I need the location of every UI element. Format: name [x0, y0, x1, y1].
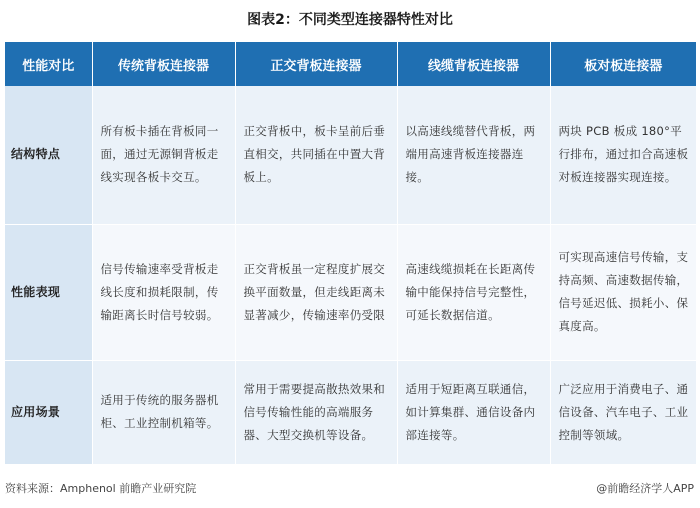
table-row — [5, 360, 696, 464]
header-cell: 正交背板连接器 — [235, 42, 397, 86]
table-header-row — [5, 42, 696, 86]
table-cell: 正交背板中，板卡呈前后垂直相交，共同插在中置大背板上。 — [235, 86, 397, 224]
chart-title: 图表2：不同类型连接器特性对比 — [247, 12, 453, 28]
table-cell: 信号传输速率受背板走线长度和损耗限制，传输距离长时信号较弱。 — [92, 224, 235, 360]
table-cell: 所有板卡插在背板同一面，通过无源铜背板走线实现各板卡交互。 — [92, 86, 235, 224]
table-cell: 高速线缆损耗在长距离传输中能保持信号完整性，可延长数据信道。 — [397, 224, 550, 360]
row-label: 结构特点 — [5, 86, 92, 224]
table-cell: 常用于需要提高散热效果和信号传输性能的高端服务器、大型交换机等设备。 — [235, 360, 397, 464]
comparison-table — [5, 42, 696, 465]
header-cell: 传统背板连接器 — [92, 42, 235, 86]
row-label: 性能表现 — [5, 224, 92, 360]
source-note: 资料来源：Amphenol 前瞻产业研究院 — [5, 482, 197, 495]
table-cell: 两块 PCB 板成 180°平行排布，通过扣合高速板对板连接器实现连接。 — [550, 86, 696, 224]
table-row — [5, 224, 696, 360]
table-cell: 适用于传统的服务器机柜、工业控制机箱等。 — [92, 360, 235, 464]
row-label: 应用场景 — [5, 360, 92, 464]
header-cell: 性能对比 — [5, 42, 92, 86]
table-cell: 以高速线缆替代背板，两端用高速背板连接器连接。 — [397, 86, 550, 224]
table-cell: 正交背板虽一定程度扩展交换平面数量，但走线距离未显著减少，传输速率仍受限 — [235, 224, 397, 360]
brand-credit: @前瞻经济学人APP — [596, 482, 694, 495]
header-cell: 线缆背板连接器 — [397, 42, 550, 86]
table-cell: 广泛应用于消费电子、通信设备、汽车电子、工业控制等领域。 — [550, 360, 696, 464]
table-cell: 可实现高速信号传输，支持高频、高速数据传输，信号延迟低、损耗小、保真度高。 — [550, 224, 696, 360]
header-cell: 板对板连接器 — [550, 42, 696, 86]
table-cell: 适用于短距离互联通信，如计算集群、通信设备内部连接等。 — [397, 360, 550, 464]
table-row — [5, 86, 696, 224]
